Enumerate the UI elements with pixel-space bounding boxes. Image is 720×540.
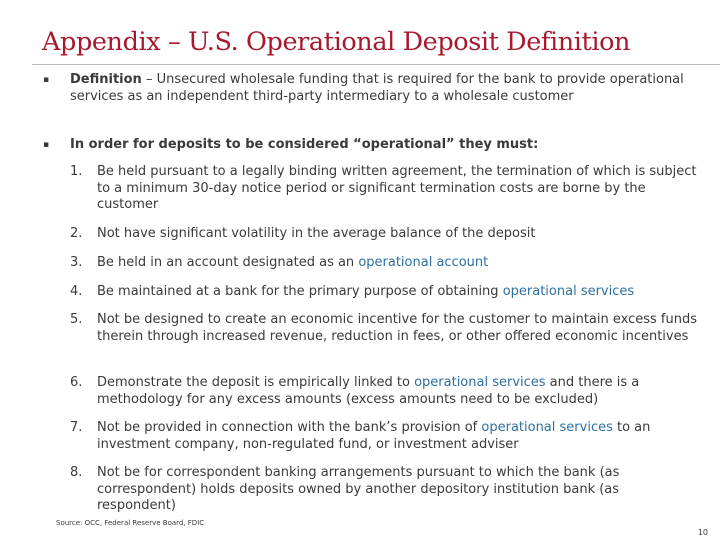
item-number: 2. <box>70 226 83 241</box>
item-text-pre: Demonstrate the deposit is empirically linked to <box>97 375 415 390</box>
conditions-heading: In order for deposits to be considered “operational” they must: <box>70 137 539 152</box>
item-text: Not have significant volatility in the average balance of the deposit <box>97 226 536 241</box>
page-number: 10 <box>697 528 708 537</box>
operational-services-link[interactable]: operational services <box>414 375 546 390</box>
item-text: Be held pursuant to a legally binding written agreement, the termination of which is subject to a minimum 30-day notice period or significant termination costs are borne by the customer <box>97 164 697 212</box>
operational-services-link[interactable]: operational services <box>502 284 635 299</box>
item-text-post: to an investment company, non-regulated fund, or investment adviser <box>97 420 651 452</box>
item-number: 4. <box>70 284 83 299</box>
square-bullet-icon: ▪ <box>43 75 50 85</box>
item-text <box>97 375 697 408</box>
item-number: 8. <box>70 465 83 480</box>
source-note: Source: OCC, Federal Reserve Board, FDIC <box>56 519 205 527</box>
item-text <box>97 284 697 301</box>
item-text-pre: Be maintained at a bank for the primary purpose of obtaining <box>97 284 503 299</box>
item-number: 6. <box>70 375 83 390</box>
square-bullet-icon: ▪ <box>43 140 50 150</box>
definition-text: – Unsecured wholesale funding that is required for the bank to provide operational services as an independent third-party intermediary to a wholesale customer <box>70 72 684 104</box>
item-text <box>97 420 697 453</box>
definition-lead: Definition <box>70 72 142 87</box>
operational-services-link[interactable]: operational services <box>481 420 613 435</box>
operational-account-link[interactable]: operational account <box>358 255 489 270</box>
item-text: Not be for correspondent banking arrangements pursuant to which the bank (as correspondent) holds deposits owned by another depository institution bank (as respondent) <box>97 465 620 513</box>
page-title: Appendix – U.S. Operational Deposit Definition <box>42 27 631 57</box>
item-number: 3. <box>70 255 83 270</box>
item-text-pre: Not be provided in connection with the bank’s provision of <box>97 420 482 435</box>
title-divider <box>32 64 720 65</box>
item-text-post: and there is a methodology for any excess amounts (excess amounts need to be excluded) <box>97 375 640 407</box>
item-number: 7. <box>70 420 83 435</box>
item-text-pre: Be held in an account designated as an <box>97 255 359 270</box>
item-number: 1. <box>70 164 83 179</box>
item-text <box>97 255 697 272</box>
item-text: Not be designed to create an economic incentive for the customer to maintain excess funds therein through increased revenue, reduction in fees, or other offered economic incentives <box>97 312 698 344</box>
item-number: 5. <box>70 312 83 327</box>
